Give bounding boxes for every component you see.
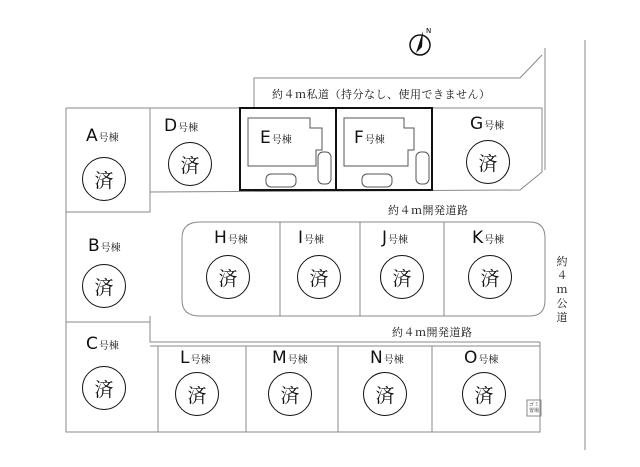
lot-o-sold-stamp: 済 — [462, 372, 506, 416]
lot-i-label: I号棟 — [298, 228, 325, 248]
lot-a-label: A号棟 — [86, 126, 119, 146]
lot-a-sold-stamp: 済 — [82, 157, 126, 201]
lot-e-car-vertical — [318, 152, 331, 184]
lot-d-sold-stamp: 済 — [168, 142, 212, 186]
lot-l-sold-stamp: 済 — [175, 372, 219, 416]
public-road-label: 約４ｍ公道 — [556, 255, 568, 324]
lot-k-sold-stamp: 済 — [468, 255, 512, 299]
lot-j-label: J号棟 — [382, 228, 409, 248]
lot-d-label: D号棟 — [164, 116, 199, 136]
dev-road-lower-label: 約４ｍ開発道路 — [392, 326, 473, 339]
lot-h-label: H号棟 — [214, 228, 248, 248]
lot-f-car-vertical — [416, 152, 429, 184]
lot-m-label: M号棟 — [272, 348, 308, 368]
lot-c-sold-stamp: 済 — [82, 366, 126, 410]
lot-b-sold-stamp: 済 — [82, 264, 126, 308]
lot-o-label: O号棟 — [464, 348, 499, 368]
lot-b-label: B号棟 — [88, 236, 121, 256]
svg-text:N: N — [426, 27, 432, 35]
lot-e-label: E号棟 — [260, 128, 292, 148]
lot-n-sold-stamp: 済 — [363, 372, 407, 416]
private-road-label: 約４ｍ私道（持分なし、使用できません） — [272, 88, 491, 101]
lot-h-sold-stamp: 済 — [206, 255, 250, 299]
garbage-station-label: ゴミ置場 — [528, 402, 539, 414]
lot-f-car-horizontal — [362, 174, 392, 187]
lot-c-label: C号棟 — [86, 334, 119, 354]
lot-k-label: K号棟 — [472, 228, 505, 248]
lot-e-car-horizontal — [266, 174, 296, 187]
lot-l-label: L号棟 — [180, 348, 211, 368]
dev-road-middle-label: 約４ｍ開発道路 — [388, 204, 469, 217]
lot-g-sold-stamp: 済 — [466, 140, 510, 184]
lot-j-sold-stamp: 済 — [380, 255, 424, 299]
public-road-edges — [545, 40, 585, 450]
lot-g-label: G号棟 — [470, 114, 505, 134]
lot-n-label: N号棟 — [370, 348, 404, 368]
lot-i-sold-stamp: 済 — [297, 255, 341, 299]
lot-f-label: F号棟 — [354, 128, 385, 148]
lot-m-sold-stamp: 済 — [268, 372, 312, 416]
lot-f-frame — [336, 108, 432, 190]
north-arrow-icon — [410, 27, 431, 55]
